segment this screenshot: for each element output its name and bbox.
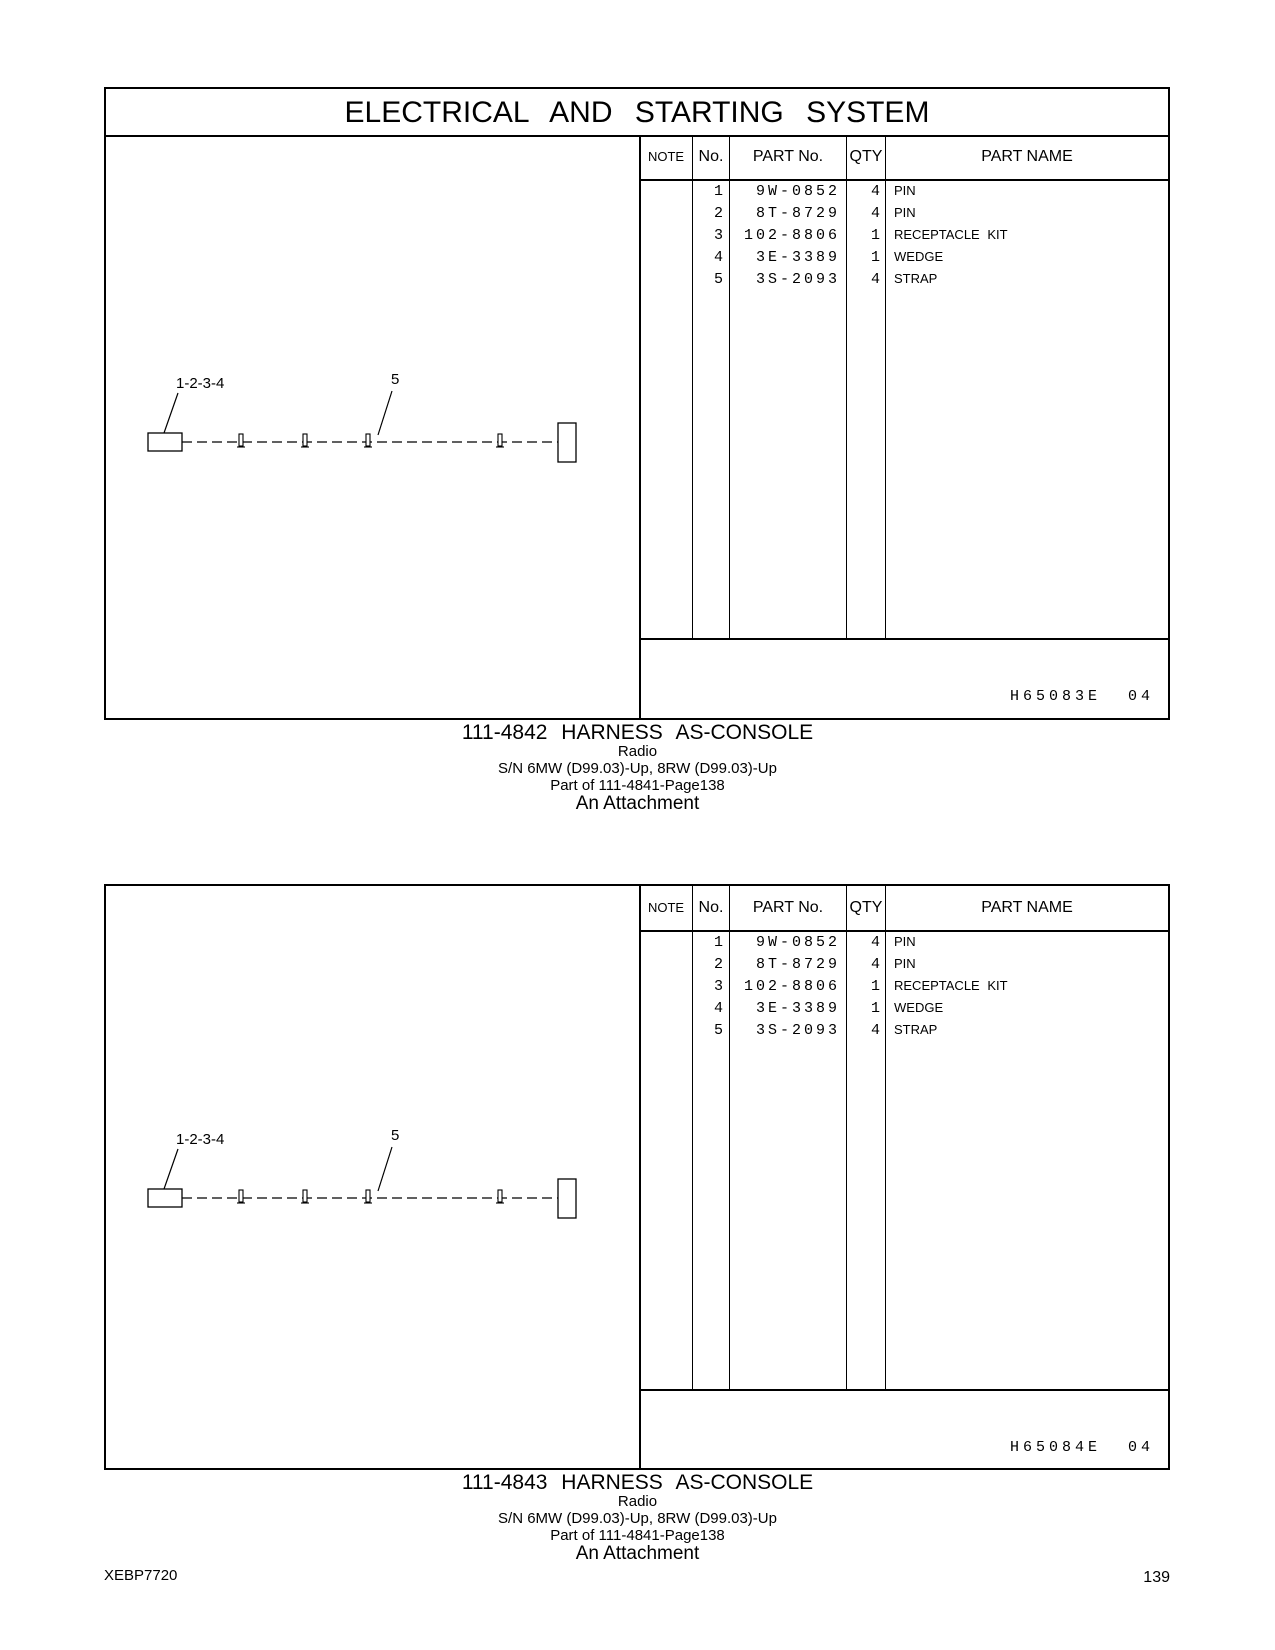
part-number: 3S-2093 (755, 1022, 840, 1039)
strap-mark (366, 1190, 370, 1202)
harness-drawing-2 (106, 886, 639, 1471)
strap-mark (239, 1190, 243, 1202)
quantity: 4 (870, 205, 880, 222)
item-no: 4 (713, 249, 723, 266)
part-number: 3S-2093 (755, 271, 840, 288)
quantity: 4 (870, 934, 880, 951)
table-header (641, 886, 1168, 932)
quantity: 4 (870, 183, 880, 200)
part-number: 102-8806 (743, 227, 840, 244)
caption-subtitle: Radio (617, 1493, 658, 1510)
header-part-name: PART NAME (981, 148, 1073, 165)
strap-mark (303, 1190, 307, 1202)
header-note: NOTE (647, 900, 685, 915)
parts-table-2 (639, 886, 1168, 1468)
strap-mark (303, 434, 307, 446)
callout-strap-label: 5 (391, 1127, 400, 1144)
parts-panel-2 (104, 884, 1170, 1470)
caption-part-of: Part of 111-4841-Page138 (550, 1527, 725, 1544)
item-no: 1 (713, 934, 723, 951)
caption-serial: S/N 6MW (D99.03)-Up, 8RW (D99.03)-Up (498, 1510, 777, 1527)
table-row (641, 249, 1168, 271)
harness-caption-1 (0, 723, 1275, 813)
harness-drawing-1 (106, 135, 639, 720)
part-number: 9W-0852 (755, 183, 840, 200)
part-name: RECEPTACLE KIT (894, 978, 1008, 993)
item-no: 3 (713, 978, 723, 995)
header-qty: QTY (849, 148, 883, 165)
item-no: 5 (713, 1022, 723, 1039)
receptacle-connector (148, 1189, 182, 1207)
table-row (641, 934, 1168, 956)
quantity: 1 (870, 227, 880, 244)
header-note: NOTE (647, 149, 685, 164)
caption-attachment: An Attachment (575, 793, 700, 814)
part-name: PIN (894, 205, 916, 220)
strap-mark (498, 434, 502, 446)
quantity: 4 (870, 956, 880, 973)
wire-end-terminal (558, 423, 576, 462)
illustration-code: H65084E 04 (1009, 1439, 1154, 1456)
header-part-no: PART No. (752, 899, 824, 916)
table-row (641, 956, 1168, 978)
strap-mark (366, 434, 370, 446)
parts-table-1 (639, 135, 1168, 718)
item-no: 4 (713, 1000, 723, 1017)
header-no: No. (698, 148, 724, 165)
callout-group-label: 1-2-3-4 (176, 1131, 225, 1148)
header-part-name: PART NAME (981, 899, 1073, 916)
part-number: 3E-3389 (755, 249, 840, 266)
caption-title: 111-4842 HARNESS AS-CONSOLE (461, 721, 814, 744)
item-no: 1 (713, 183, 723, 200)
part-name: WEDGE (894, 1000, 944, 1015)
table-header (641, 135, 1168, 181)
quantity: 1 (870, 978, 880, 995)
table-row (641, 183, 1168, 205)
quantity: 1 (870, 249, 880, 266)
wire-end-terminal (558, 1179, 576, 1218)
item-no: 5 (713, 271, 723, 288)
part-name: RECEPTACLE KIT (894, 227, 1008, 242)
harness-illustration-1 (106, 135, 639, 718)
strap-mark (498, 1190, 502, 1202)
parts-panel-1 (104, 87, 1170, 720)
part-name: STRAP (894, 1022, 938, 1037)
quantity: 4 (870, 1022, 880, 1039)
table-row (641, 978, 1168, 1000)
harness-illustration-2 (106, 886, 639, 1468)
table-row (641, 227, 1168, 249)
table-row (641, 271, 1168, 293)
header-no: No. (698, 899, 724, 916)
receptacle-connector (148, 433, 182, 451)
caption-serial: S/N 6MW (D99.03)-Up, 8RW (D99.03)-Up (498, 760, 777, 777)
part-number: 8T-8729 (755, 956, 840, 973)
part-name: PIN (894, 934, 916, 949)
strap-mark (239, 434, 243, 446)
part-name: PIN (894, 183, 916, 198)
table-footer-divider (641, 638, 1168, 640)
part-number: 3E-3389 (755, 1000, 840, 1017)
quantity: 4 (870, 271, 880, 288)
part-name: WEDGE (894, 249, 944, 264)
page-number: 139 (1143, 1569, 1170, 1586)
part-number: 8T-8729 (755, 205, 840, 222)
table-row (641, 205, 1168, 227)
caption-title: 111-4843 HARNESS AS-CONSOLE (461, 1471, 814, 1494)
caption-attachment: An Attachment (575, 1543, 700, 1564)
part-name: PIN (894, 956, 916, 971)
table-row (641, 1022, 1168, 1044)
quantity: 1 (870, 1000, 880, 1017)
part-name: STRAP (894, 271, 938, 286)
caption-subtitle: Radio (617, 743, 658, 760)
header-qty: QTY (849, 899, 883, 916)
table-row (641, 1000, 1168, 1022)
harness-caption-2 (0, 1473, 1275, 1563)
header-part-no: PART No. (752, 148, 824, 165)
caption-part-of: Part of 111-4841-Page138 (550, 777, 725, 794)
item-no: 2 (713, 205, 723, 222)
section-title: ELECTRICAL AND STARTING SYSTEM (106, 89, 1168, 137)
callout-strap-label: 5 (391, 371, 400, 388)
document-id: XEBP7720 (104, 1567, 178, 1584)
item-no: 2 (713, 956, 723, 973)
table-footer-divider (641, 1389, 1168, 1391)
item-no: 3 (713, 227, 723, 244)
illustration-code: H65083E 04 (1009, 688, 1154, 705)
part-number: 9W-0852 (755, 934, 840, 951)
callout-group-label: 1-2-3-4 (176, 375, 225, 392)
part-number: 102-8806 (743, 978, 840, 995)
